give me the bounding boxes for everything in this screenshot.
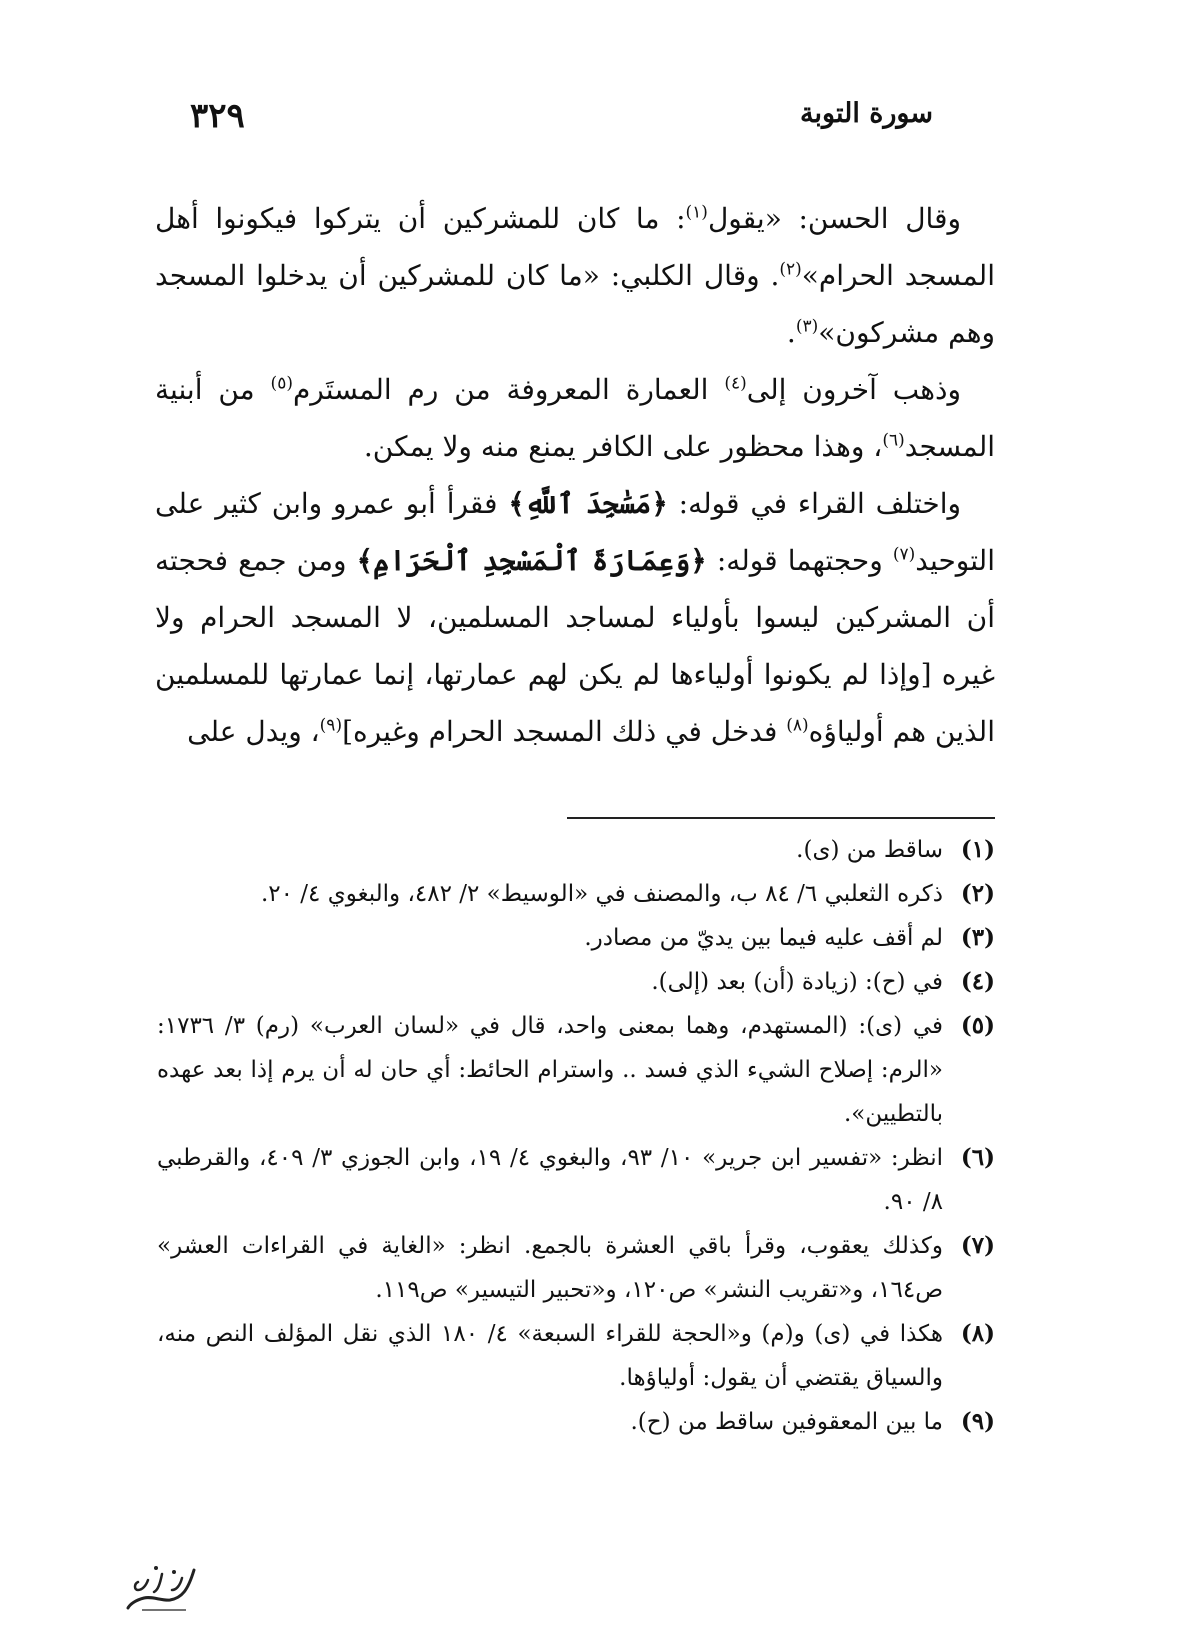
footnote-marker: (٥) xyxy=(270,373,293,394)
text-run: فدخل في ذلك المسجد الحرام وغيره] xyxy=(342,715,787,748)
footnote-number: (٧) xyxy=(960,1232,995,1259)
quran-quote: ﴿وَعِمَارَةَ ٱلْمَسْجِدِ ٱلْحَرَامِ﴾ xyxy=(356,544,707,577)
text-run: . xyxy=(786,316,796,349)
footnote-text: لم أقف عليه فيما بين يديّ من مصادر. xyxy=(584,925,943,951)
footnote-text: ذكره الثعلبي ٦/ ٨٤ ب، والمصنف في «الوسيط» ٢/ ٤٨٢، والبغوي ٤/ ٢٠. xyxy=(260,881,943,907)
footnote-marker: (٦) xyxy=(882,430,905,451)
publisher-logo xyxy=(122,1560,202,1616)
footnote-number: (٨) xyxy=(960,1320,995,1347)
footnote xyxy=(157,1312,995,1400)
paragraph-2 xyxy=(155,361,995,475)
footnote xyxy=(157,1400,995,1444)
text-run: العمارة المعروفة من رم المستَرم xyxy=(292,373,725,406)
footnotes-list xyxy=(157,828,995,1444)
page-number: ٣٢٩ xyxy=(190,96,245,136)
footnote-marker: (١) xyxy=(685,202,708,223)
footnote-number: (٦) xyxy=(960,1144,995,1171)
footnote-text: في (ى): (المستهدم، وهما بمعنى واحد، قال في «لسان العرب» (رم) ٣/ ١٧٣٦: «الرم: إصلاح الشيء الذي فسد .. واسترام الحائط: أي حان له أن يرم إذا بعد عهده بالتطيين». xyxy=(157,1013,943,1127)
footnote-text: انظر: «تفسير ابن جرير» ١٠/ ٩٣، والبغوي ٤/ ١٩، وابن الجوزي ٣/ ٤٠٩، والقرطبي ٨/ ٩٠. xyxy=(157,1145,944,1215)
text-run: من أبنية المسجد xyxy=(155,373,995,463)
footnote-marker: (٨) xyxy=(786,715,809,736)
text-run: ، ويدل على xyxy=(187,715,320,748)
footnote-marker: (٣) xyxy=(795,316,819,337)
footnote-separator xyxy=(567,817,995,819)
footnote-number: (١) xyxy=(960,836,995,863)
footnote xyxy=(157,1136,995,1224)
text-run: وقال الحسن: «يقول xyxy=(707,202,961,235)
footnote-number: (٢) xyxy=(960,880,995,907)
footnote-number: (٤) xyxy=(960,968,995,995)
text-run: واختلف القراء في قوله: xyxy=(667,487,961,520)
footnote-marker: (٤) xyxy=(724,373,747,394)
footnote-text: في (ح): (زيادة (أن) بعد (إلى). xyxy=(651,969,943,995)
footnote xyxy=(157,1004,995,1136)
footnote-text: وكذلك يعقوب، وقرأ باقي العشرة بالجمع. انظر: «الغاية في القراءات العشر» ص١٦٤، و«تقريب النشر» ص١٢٠، و«تحبير التيسير» ص١١٩. xyxy=(157,1233,943,1303)
footnote-marker: (٢) xyxy=(779,259,802,280)
text-run: ومن جمع فحجته أن المشركين ليسوا بأولياء لمساجد المسلمين، لا المسجد الحرام ولا غيره [وإذا لم يكونوا أولياءها لم يكن لهم عمارتها، إنما عمارتها للمسلمين الذين هم أولياؤه xyxy=(155,544,995,748)
footnote-text: ساقط من (ى). xyxy=(796,837,943,863)
footnote xyxy=(157,960,995,1004)
text-run: فقرأ أبو عمرو وابن كثير على التوحيد xyxy=(155,487,995,577)
footnote-number: (٣) xyxy=(960,924,995,951)
footnote-text: هكذا في (ى) و(م) و«الحجة للقراء السبعة» ٤/ ١٨٠ الذي نقل المؤلف النص منه، والسياق يقتضي أن يقول: أولياؤها. xyxy=(157,1321,944,1391)
footnote xyxy=(157,828,995,872)
text-run: وحجتهما قوله: xyxy=(706,544,893,577)
paragraph-3 xyxy=(155,475,995,760)
footnote-marker: (٩) xyxy=(319,715,343,736)
text-run: : ما كان للمشركين أن يتركوا فيكونوا أهل المسجد الحرام» xyxy=(155,202,995,292)
paragraph-1 xyxy=(155,190,995,361)
footnote-number: (٩) xyxy=(960,1408,995,1435)
main-text xyxy=(155,190,995,760)
running-header-title: سورة التوبة xyxy=(800,98,933,129)
footnote-marker: (٧) xyxy=(892,544,916,565)
footnote xyxy=(157,1224,995,1312)
text-run: . وقال الكلبي: «ما كان للمشركين أن يدخلوا المسجد وهم مشركون» xyxy=(155,259,995,349)
footnote xyxy=(157,872,995,916)
footnote-number: (٥) xyxy=(960,1012,995,1039)
text-run: وذهب آخرون إلى xyxy=(746,373,961,406)
footnote-text: ما بين المعقوفين ساقط من (ح). xyxy=(630,1409,943,1435)
footnote xyxy=(157,916,995,960)
text-run: ، وهذا محظور على الكافر يمنع منه ولا يمكن. xyxy=(363,430,883,463)
quran-quote: ﴿مَسَٰجِدَ ٱللَّهِ﴾ xyxy=(508,487,668,520)
